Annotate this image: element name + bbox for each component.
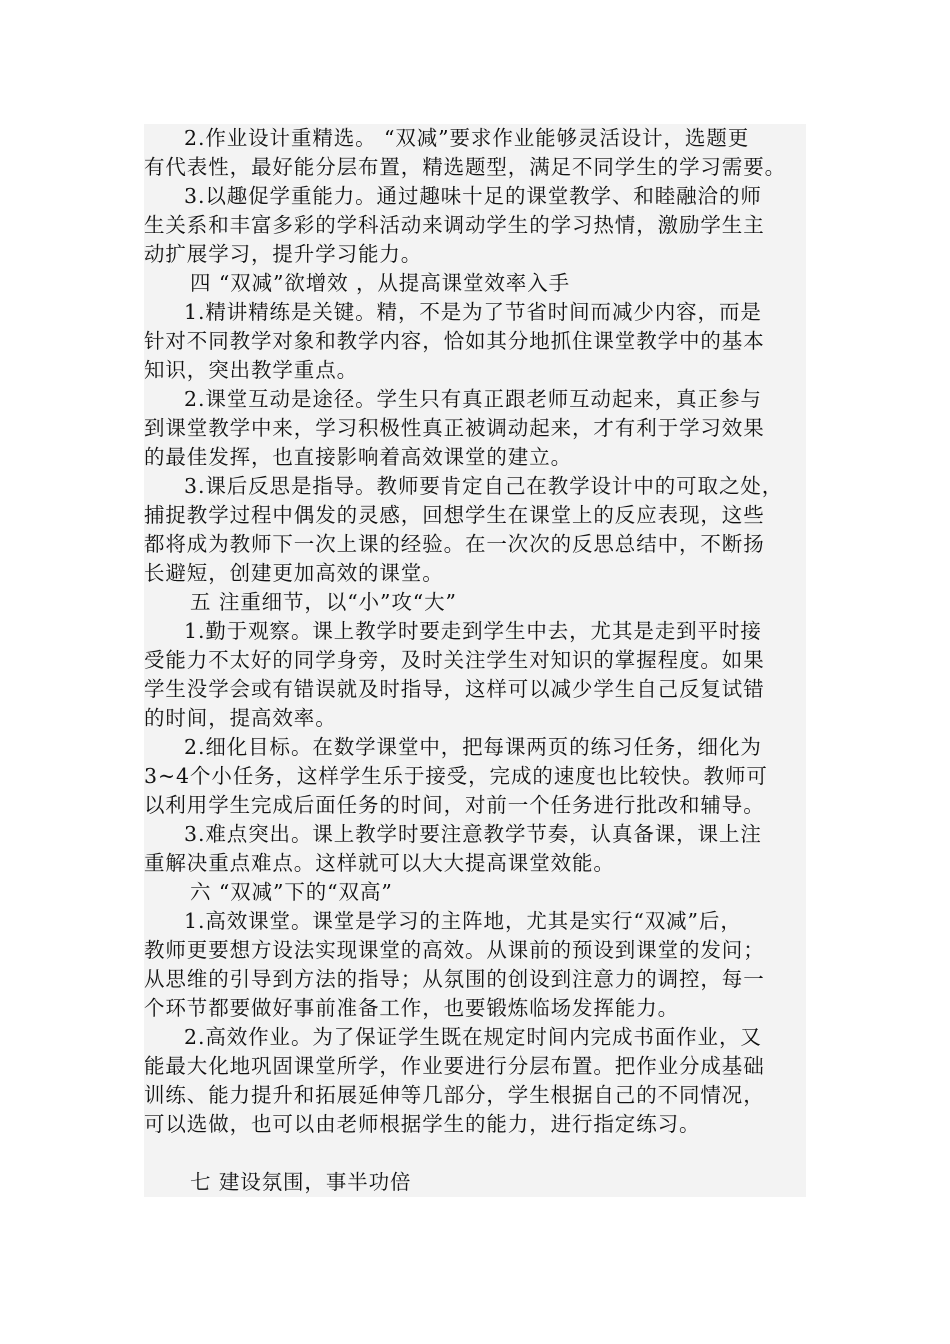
text-line: 到课堂教学中来，学习积极性真正被调动起来，才有利于学习效果 [144, 416, 765, 440]
text-line: 动扩展学习，提升学习能力。 [144, 242, 423, 266]
text-line: 个环节都要做好事前准备工作，也要锻炼临场发挥能力。 [144, 996, 679, 1020]
text-line: 都将成为教师下一次上课的经验。在一次次的反思总结中，不断扬 [144, 532, 765, 556]
text-line [144, 1139, 806, 1168]
text-line: 训练、能力提升和拓展延伸等几部分，学生根据自己的不同情况， [144, 1083, 765, 1107]
text-line: 有代表性，最好能分层布置，精选题型，满足不同学生的学习需要。 [144, 155, 786, 179]
text-line: 针对不同教学对象和教学内容，恰如其分地抓住课堂教学中的基本 [144, 329, 765, 353]
text-line: 受能力不太好的同学身旁，及时关注学生对知识的掌握程度。如果 [144, 648, 765, 672]
text-line: 能最大化地巩固课堂所学，作业要进行分层布置。把作业分成基础 [144, 1054, 765, 1078]
text-line: 3~4个小任务，这样学生乐于接受，完成的速度也比较快。教师可 [144, 764, 768, 788]
text-line: 可以选做，也可以由老师根据学生的能力，进行指定练习。 [144, 1112, 701, 1136]
text-line: 长避短，创建更加高效的课堂。 [144, 561, 444, 585]
text-line: 生关系和丰富多彩的学科活动来调动学生的学习热情，激励学生主 [144, 213, 765, 237]
text-line: 2.课堂互动是途径。学生只有真正跟老师互动起来，真正参与 [184, 387, 762, 411]
document-text-block [144, 124, 806, 1197]
text-line: 以利用学生完成后面任务的时间，对前一个任务进行批改和辅导。 [144, 793, 765, 817]
text-line: 3.课后反思是指导。教师要肯定自己在教学设计中的可取之处， [184, 474, 784, 498]
text-line: 1.精讲精练是关键。精，不是为了节省时间而减少内容，而是 [184, 300, 762, 324]
section-heading: 五 注重细节，以“小”攻“大” [190, 590, 457, 614]
text-line: 教师更要想方设法实现课堂的高效。从课前的预设到课堂的发问； [144, 938, 765, 962]
text-line: 2.高效作业。为了保证学生既在规定时间内完成书面作业，又 [184, 1025, 762, 1049]
text-line: 重解决重点难点。这样就可以大大提高课堂效能。 [144, 851, 615, 875]
text-line: 2.细化目标。在数学课堂中，把每课两页的练习任务，细化为 [184, 735, 762, 759]
text-line: 的最佳发挥，也直接影响着高效课堂的建立。 [144, 445, 572, 469]
text-line: 3.以趣促学重能力。通过趣味十足的课堂教学、和睦融洽的师 [184, 184, 762, 208]
text-line: 1.勤于观察。课上教学时要走到学生中去，尤其是走到平时接 [184, 619, 762, 643]
section-heading: 六 “双减”下的“双高” [190, 880, 393, 904]
text-line: 2.作业设计重精选。 “双减”要求作业能够灵活设计，选题更 [184, 126, 750, 150]
section-heading: 四 “双减”欲增效 ，从提高课堂效率入手 [190, 271, 570, 295]
text-line: 从思维的引导到方法的指导；从氛围的创设到注意力的调控，每一 [144, 967, 765, 991]
section-heading: 七 建设氛围，事半功倍 [190, 1170, 412, 1194]
text-line: 学生没学会或有错误就及时指导，这样可以减少学生自己反复试错 [144, 677, 765, 701]
text-line: 捕捉教学过程中偶发的灵感，回想学生在课堂上的反应表现，这些 [144, 503, 765, 527]
text-line: 3.难点突出。课上教学时要注意教学节奏，认真备课，课上注 [184, 822, 762, 846]
text-line: 1.高效课堂。课堂是学习的主阵地，尤其是实行“双减”后， [184, 909, 742, 933]
text-line: 的时间，提高效率。 [144, 706, 337, 730]
text-line: 知识，突出教学重点。 [144, 358, 358, 382]
